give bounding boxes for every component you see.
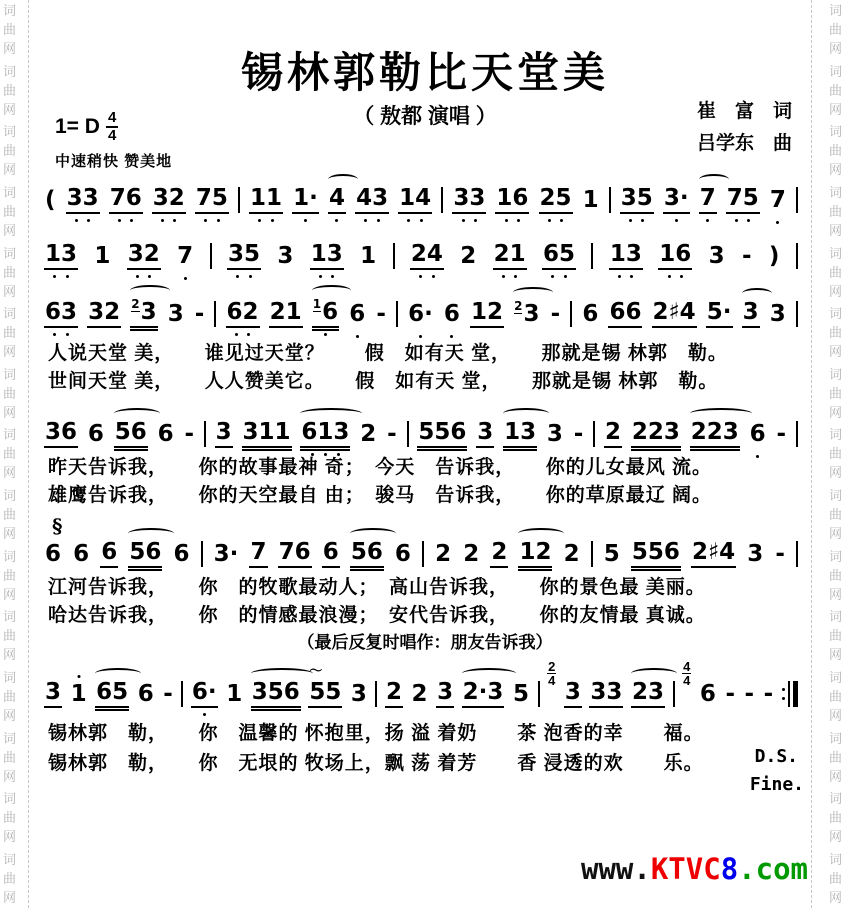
note-token: - — [194, 301, 205, 327]
note-token: 1 — [582, 187, 599, 213]
watermark-group: 词 曲 网 — [3, 548, 17, 602]
watermark-group: 词 曲 网 — [3, 670, 17, 724]
watermark-group: 词 曲 网 — [828, 63, 842, 117]
segno-icon: § — [52, 514, 63, 538]
inline-time-signature: 2 4 — [548, 658, 556, 689]
note-token: 33 — [452, 186, 486, 214]
bar-line — [393, 243, 395, 269]
slur-arc — [312, 285, 351, 296]
note-token: - — [184, 421, 194, 447]
notation-line-5 — [44, 538, 798, 568]
watermark-group: 词 曲 网 — [828, 366, 842, 420]
note-token: 12 — [470, 300, 504, 328]
key-label: 1= D — [55, 114, 100, 138]
note-token: 6 — [322, 540, 340, 568]
bar-line — [609, 187, 611, 213]
note-token: 63 — [44, 300, 78, 328]
bar-line — [796, 187, 798, 213]
slur-arc — [631, 668, 677, 679]
watermark-group: 词 曲 网 — [3, 366, 17, 420]
watermark-group: 词 曲 网 — [828, 548, 842, 602]
bar-line — [204, 421, 206, 447]
note-token: 21 — [493, 242, 527, 270]
watermark-group: 词 曲 网 — [3, 488, 17, 542]
note-token: 1 — [360, 243, 377, 269]
note-token: 3 — [769, 301, 786, 327]
note-token: 6 — [73, 541, 90, 567]
bar-line — [214, 301, 216, 327]
bar-line — [396, 301, 398, 327]
slur-arc — [251, 668, 313, 679]
bar-line — [201, 541, 203, 567]
note-token: - — [775, 541, 785, 567]
note-token: 65 — [95, 680, 129, 708]
note-token: - — [763, 681, 774, 707]
note-token: 556 — [631, 540, 681, 568]
note-token: 3 — [215, 420, 233, 448]
note-token: - — [776, 421, 786, 447]
lyric-line: 昨天告诉我， 你的故事最神 奇； 今天 告诉我， 你的儿女最风 流。 — [48, 457, 713, 478]
watermark-group: 词 曲 网 — [3, 245, 17, 299]
left-dashed-rule — [28, 0, 29, 908]
bar-line — [593, 421, 595, 447]
bar-line — [422, 541, 424, 567]
bar-line — [570, 301, 572, 327]
bar-line — [591, 243, 593, 269]
note-token: 62 — [226, 300, 260, 328]
note-token: 66 — [608, 300, 642, 328]
note-token: 33 — [589, 680, 623, 708]
note-token: 2 — [463, 541, 480, 567]
slur-arc — [300, 408, 362, 419]
note-token: 75 — [195, 186, 229, 214]
watermark-group: 词 曲 网 — [828, 730, 842, 784]
note-token: 13 — [44, 242, 78, 270]
notation-line-2 — [44, 240, 798, 270]
note-token: 3· — [213, 541, 239, 567]
note-token: 2·3 — [462, 680, 505, 708]
logo-segment: www. — [581, 852, 651, 886]
note-token: 356 — [251, 680, 301, 708]
note-token: 33 — [66, 186, 100, 214]
note-token: 32 — [152, 186, 186, 214]
note-token: 3 — [44, 680, 62, 708]
note-token: 6 — [394, 541, 411, 567]
lyric-line: 人说天堂 美， 谁见过天堂？ 假 如有天 堂， 那就是锡 林郭 勒。 — [48, 343, 728, 364]
note-token: 16 — [658, 242, 692, 270]
note-token: 13 — [609, 242, 643, 270]
note-token: 12 — [518, 540, 552, 568]
inline-time-signature: 4 4 — [683, 658, 691, 689]
bar-line — [181, 681, 183, 707]
watermark-group: 词 曲 网 — [3, 124, 17, 178]
note-token: - — [741, 243, 752, 269]
fine-mark: Fine. — [749, 774, 804, 795]
slur-arc — [128, 528, 174, 539]
note-token: 7 — [769, 188, 787, 214]
tempo-marking: 中速稍快 赞美地 — [55, 153, 173, 170]
slur-arc — [130, 285, 169, 296]
watermark-group: 词 曲 网 — [828, 670, 842, 724]
note-token: 25 — [539, 186, 573, 214]
note-token: 6· — [191, 680, 218, 708]
watermark-group: 词 曲 网 — [828, 791, 842, 845]
note-token: 5· — [706, 300, 733, 328]
slur-arc — [95, 668, 141, 679]
note-token: - — [376, 301, 386, 327]
bar-line — [796, 541, 798, 567]
note-token: 223 — [631, 420, 681, 448]
slur-arc — [350, 528, 396, 539]
note-token: 3 — [747, 541, 764, 567]
note-token: 24 — [410, 242, 444, 270]
watermark-group: 词 曲 网 — [3, 184, 17, 238]
note-token: 6· — [407, 302, 434, 328]
bar-line — [796, 301, 798, 327]
note-token: 6 — [582, 301, 599, 327]
note-token: - — [550, 301, 561, 327]
note-token: 3· — [663, 186, 690, 214]
note-token: 43 — [355, 186, 389, 214]
note-token: 6 — [348, 302, 366, 328]
note-token: 311 — [242, 420, 292, 448]
note-token: 7 — [699, 186, 717, 214]
note-token: 2 — [385, 680, 403, 708]
slur-arc — [503, 408, 549, 419]
notation-line-6 — [44, 658, 798, 708]
watermark-group: 词 曲 网 — [3, 3, 17, 56]
logo-segment: 8 — [720, 852, 739, 886]
notation-line-1 — [44, 184, 798, 214]
watermark-group: 词 曲 网 — [3, 730, 17, 784]
note-token: 13 — [310, 242, 344, 270]
watermark-group: 词 曲 网 — [3, 63, 17, 117]
note-token: 223 — [690, 420, 740, 448]
note-token: 76 — [278, 540, 312, 568]
slur-arc — [699, 174, 729, 185]
note-token: 3 — [708, 243, 725, 269]
lyric-line: 哈达告诉我， 你 的情感最浪漫； 安代告诉我， 你的友情最 真诚。 — [48, 605, 706, 626]
note-token: 6 — [157, 421, 174, 447]
note-token: $^2$3 — [130, 297, 157, 328]
note-token: 1 — [70, 682, 88, 708]
note-token: 3 — [277, 243, 294, 269]
bar-line — [796, 243, 798, 269]
watermark-group: 词 曲 网 — [828, 3, 842, 56]
lyricist-credit: 崔 富 词 — [696, 101, 792, 122]
watermark-group: 词 曲 网 — [828, 609, 842, 663]
watermark-group: 词 曲 网 — [828, 306, 842, 360]
note-token: 55 〜 — [308, 680, 342, 708]
watermark-right — [829, 0, 842, 908]
bar-line — [673, 681, 675, 707]
song-title: 锡林郭勒比天堂美 — [240, 49, 609, 96]
note-token: - — [744, 681, 755, 707]
note-token: 56 — [128, 540, 162, 568]
note-token: 2 — [435, 541, 452, 567]
note-token: 3 — [436, 680, 454, 708]
note-token: 13 — [503, 420, 537, 448]
lyric-line: 江河告诉我， 你 的牧歌最动人； 高山告诉我， 你的景色最 美丽。 — [48, 577, 706, 598]
slur-arc — [518, 528, 564, 539]
note-token: 65 — [542, 242, 576, 270]
note-token: 32 — [87, 300, 121, 328]
note-token: 6 — [749, 422, 767, 448]
note-token: 32 — [127, 242, 161, 270]
note-token: 3 — [546, 421, 563, 447]
note-token: 35 — [620, 186, 654, 214]
note-token: 3 — [742, 300, 760, 328]
note-token: 2♯4 — [691, 540, 736, 568]
watermark-group: 词 曲 网 — [828, 427, 842, 481]
note-token: 6 — [137, 681, 154, 707]
note-token: 613 — [300, 420, 350, 448]
note-token: ) — [768, 243, 780, 269]
note-token: $^2$3 — [513, 299, 540, 328]
composer-credit: 吕学东 曲 — [696, 133, 792, 155]
watermark-group: 词 曲 网 — [828, 245, 842, 299]
slur-arc — [462, 668, 517, 679]
logo-segment: KTVC — [650, 852, 721, 886]
note-token: 5 — [512, 681, 529, 707]
note-token: 14 — [398, 186, 432, 214]
notation-line-3 — [44, 298, 798, 328]
note-token: 3 — [476, 420, 494, 448]
note-token: 2 — [460, 243, 477, 269]
note-token: 6 — [87, 421, 104, 447]
note-token: - — [573, 421, 584, 447]
slur-arc — [690, 408, 752, 419]
right-dashed-rule — [811, 0, 812, 908]
time-signature: $\frac{4}{4}$ — [107, 109, 117, 144]
repeat-note: （最后反复时唱作：朋友告诉我） — [297, 633, 553, 652]
watermark-group: 词 曲 网 — [3, 609, 17, 663]
ds-mark: D.S. — [754, 746, 798, 767]
repeat-end-sign — [782, 681, 798, 707]
bar-line — [375, 681, 377, 707]
note-token: 1· — [292, 186, 319, 214]
note-token: 36 — [44, 420, 78, 448]
note-token: 556 — [417, 420, 467, 448]
note-token: - — [725, 681, 735, 707]
note-token: 7 — [176, 244, 194, 270]
note-token: 16 — [495, 186, 529, 214]
watermark-group: 词 曲 网 — [3, 306, 17, 360]
note-token: 1 — [226, 681, 243, 707]
note-token: 1 — [94, 243, 111, 269]
note-token: 2 — [411, 681, 428, 707]
note-token: 3 — [350, 681, 367, 707]
note-token: 5 — [603, 541, 620, 567]
slur-arc — [513, 287, 552, 298]
watermark-group: 词 曲 网 — [3, 791, 17, 845]
bar-line — [441, 187, 443, 213]
note-token: 6 — [699, 681, 716, 707]
slur-arc — [742, 288, 772, 299]
logo-segment: .com — [738, 852, 808, 886]
note-token: 6 — [100, 540, 118, 568]
bar-line — [407, 421, 409, 447]
bar-line — [538, 681, 540, 707]
notation-line-4 — [44, 418, 798, 448]
note-token: 3 — [167, 301, 184, 327]
performer-subtitle: （ 敖都 演唱 ） — [353, 105, 497, 128]
note-token: 3 — [564, 680, 582, 708]
note-token: 35 — [227, 242, 261, 270]
note-token: 2♯4 — [652, 300, 697, 328]
note-token: 4 — [328, 186, 346, 214]
note-token: - — [163, 681, 173, 707]
site-logo — [581, 852, 808, 886]
note-token: 6 — [45, 541, 62, 567]
note-token: 76 — [109, 186, 143, 214]
lyric-line: 雄鹰告诉我， 你的天空最自 由； 骏马 告诉我， 你的草原最辽 阔。 — [48, 485, 713, 506]
slur-arc — [328, 174, 358, 185]
bar-line — [796, 421, 798, 447]
note-token: 6 — [443, 302, 461, 328]
note-token: 7 — [249, 540, 267, 568]
watermark-group: 词 曲 网 — [828, 488, 842, 542]
note-token: 23 — [631, 680, 665, 708]
note-token: 11 — [249, 186, 283, 214]
credits — [697, 96, 792, 161]
watermark-group: 词 曲 网 — [3, 427, 17, 481]
watermark-group: 词 曲 网 — [828, 184, 842, 238]
watermark-group: 词 曲 网 — [828, 851, 842, 905]
lyric-line: 锡林郭 勒， 你 无垠的 牧场上，飘 荡 着芳 香 浸透的欢 乐。 — [48, 753, 704, 774]
note-token: 56 — [350, 540, 384, 568]
note-token: - — [387, 421, 397, 447]
note-token: ( — [45, 187, 56, 213]
note-token: 2 — [360, 421, 377, 447]
note-token: 2 — [490, 540, 508, 568]
note-token: 75 — [726, 186, 760, 214]
lyric-line: 锡林郭 勒， 你 温馨的 怀抱里，扬 溢 着奶 茶 泡香的幸 福。 — [48, 723, 704, 744]
note-token: 21 — [269, 300, 303, 328]
note-token: 56 — [114, 420, 148, 448]
note-token: 6 — [173, 541, 190, 567]
slur-arc — [114, 408, 160, 419]
bar-line — [210, 243, 212, 269]
bar-line — [238, 187, 240, 213]
note-token: 2 — [563, 541, 580, 567]
watermark-group: 词 曲 网 — [828, 124, 842, 178]
watermark-left — [3, 0, 16, 908]
lyric-line: 世间天堂 美， 人人赞美它。 假 如有天 堂， 那就是锡 林郭 勒。 — [48, 371, 719, 392]
bar-line — [591, 541, 593, 567]
note-token: $^1$6 — [312, 297, 339, 328]
key-signature — [55, 110, 118, 144]
note-token: 2 — [604, 420, 622, 448]
watermark-group: 词 曲 网 — [3, 851, 17, 905]
